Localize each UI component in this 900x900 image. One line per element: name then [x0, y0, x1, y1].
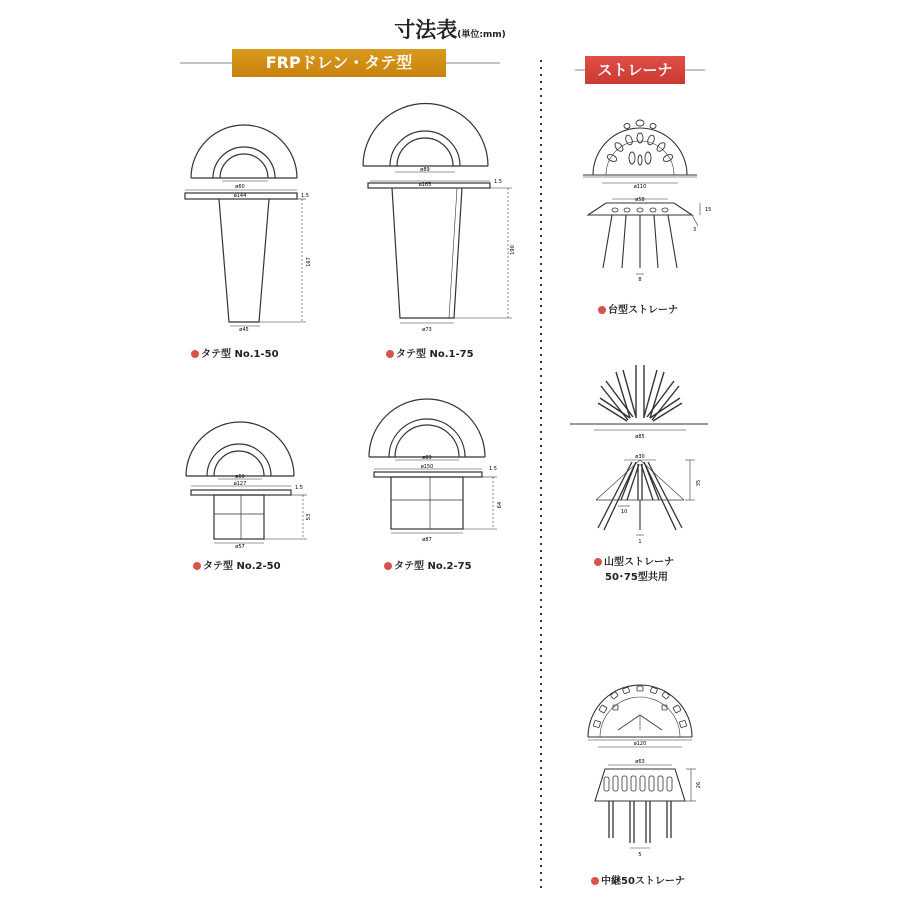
yama-outer-dim: ø85 [635, 434, 645, 440]
yama-strainer-drawing [570, 365, 708, 535]
frp-section-banner: FRPドレン・タテ型 [232, 49, 446, 77]
bullet-dot-icon [191, 350, 199, 358]
yama-pin-dim: 1 [638, 539, 642, 545]
drain-caption-no2-50: タテ型 No.2-50 [193, 557, 281, 572]
yama-height-dim: 35 [696, 479, 702, 487]
drain-caption-no1-50: タテ型 No.1-50 [191, 345, 279, 360]
drain2-bottom-dim: ø73 [422, 327, 432, 333]
drain1-flange-dim: ø144 [233, 193, 247, 199]
drain2-flange-dim: ø165 [418, 182, 432, 188]
chukei-strainer-drawing [588, 685, 696, 848]
strainer-caption-chukei: 中継50ストレーナ [591, 872, 685, 887]
drain-no2-50-drawing [186, 422, 307, 543]
dai-h2-dim: 3 [693, 227, 697, 233]
drain4-top-dim: ø89 [422, 455, 432, 461]
page-title: 寸法表(単位:mm) [394, 18, 506, 42]
dai-pin-dim: 8 [638, 277, 642, 283]
chukei-pin-dim: 5 [638, 852, 642, 858]
drain4-thick-dim: 1.5 [489, 466, 497, 472]
strainer-note-yama: 50･75型共用 [605, 572, 668, 583]
dai-h1-dim: 15 [705, 207, 712, 213]
bullet-dot-icon [193, 562, 201, 570]
drain3-flange-dim: ø127 [233, 481, 247, 487]
drain1-height-dim: 167 [306, 257, 312, 267]
bullet-dot-icon [594, 558, 602, 566]
drain3-height-dim: 53 [306, 513, 312, 521]
chukei-inner-dim: ø63 [635, 759, 645, 765]
drain1-thick-dim: 1.5 [301, 193, 309, 199]
drain4-flange-dim: ø150 [420, 464, 434, 470]
drain1-bottom-dim: ø45 [239, 327, 249, 333]
bullet-dot-icon [386, 350, 394, 358]
chukei-outer-dim: ø120 [633, 741, 647, 747]
drain3-top-dim: ø60 [235, 474, 245, 480]
drain2-top-dim: ø89 [420, 167, 430, 173]
dai-inner-dim: ø58 [635, 197, 645, 203]
drain2-height-dim: 190 [510, 245, 516, 255]
yama-width-dim: 10 [621, 509, 628, 515]
bullet-dot-icon [598, 306, 606, 314]
drain-caption-no1-75: タテ型 No.1-75 [386, 345, 474, 360]
drain-no1-75-drawing [363, 104, 512, 324]
drain4-height-dim: 64 [497, 501, 503, 509]
drain3-bottom-dim: ø57 [235, 544, 245, 550]
strainer-caption-dai: 台型ストレーナ [598, 301, 678, 316]
drain3-thick-dim: 1.5 [295, 485, 303, 491]
bullet-dot-icon [384, 562, 392, 570]
drain-caption-no2-75: タテ型 No.2-75 [384, 557, 472, 572]
drain4-bottom-dim: ø87 [422, 537, 432, 543]
unit-label: (単位:mm) [457, 30, 506, 40]
chukei-height-dim: 26 [696, 781, 702, 789]
dai-outer-dim: ø110 [633, 184, 647, 190]
strainer-section-banner: ストレーナ [585, 56, 685, 84]
strainer-caption-yama: 山型ストレーナ [594, 553, 674, 568]
bullet-dot-icon [591, 877, 599, 885]
drain1-top-dim: ø60 [235, 184, 245, 190]
drain-no1-50-drawing [185, 125, 306, 326]
yama-inner-dim: ø30 [635, 454, 645, 460]
drain2-thick-dim: 1.5 [494, 179, 502, 185]
